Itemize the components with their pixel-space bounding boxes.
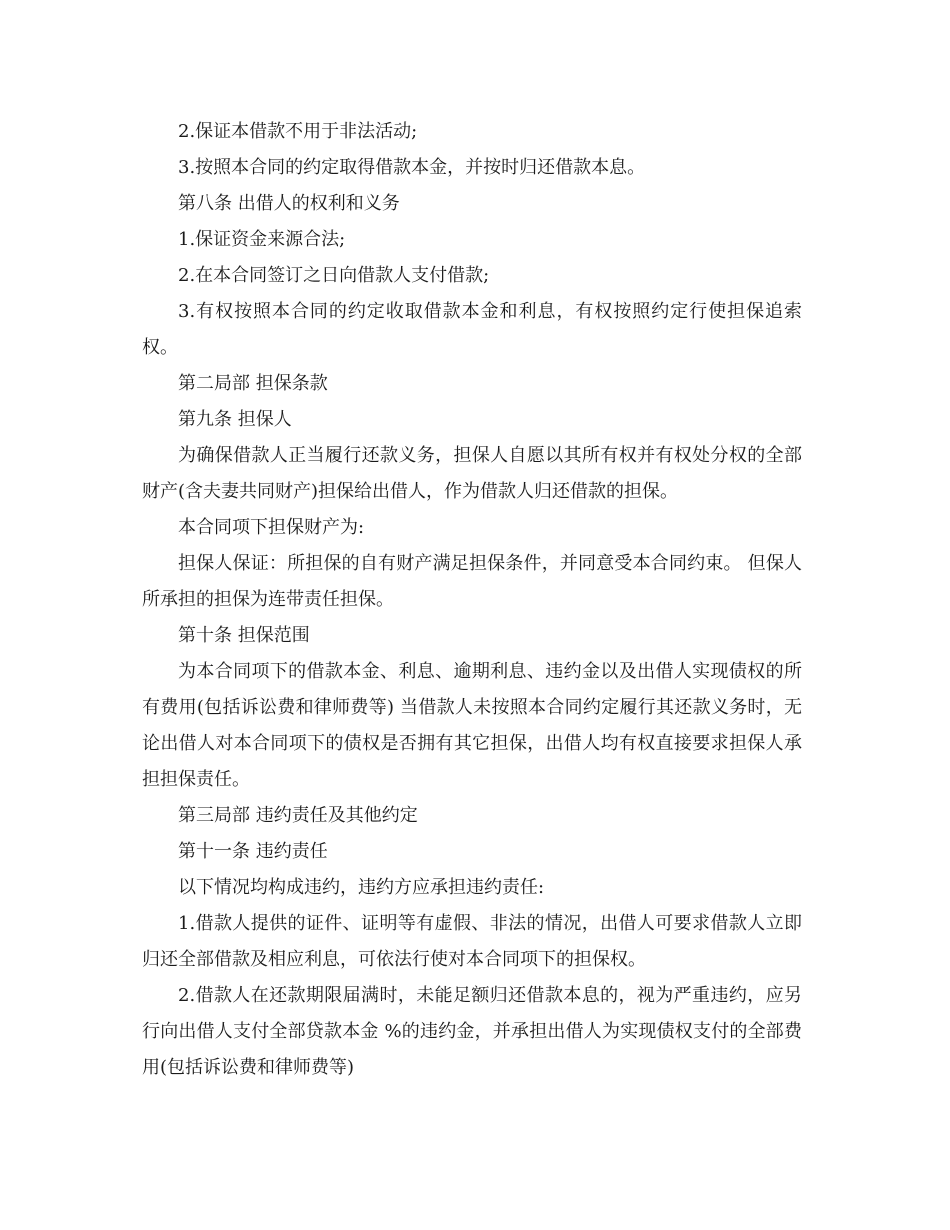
paragraph: 为确保借款人正当履行还款义务，担保人自愿以其所有权并有权处分权的全部财产(含夫妻共同财产)担保给出借人，作为借款人归还借款的担保。 bbox=[142, 445, 802, 502]
paragraph: 2.在本合同签订之日向借款人支付借款; bbox=[178, 265, 490, 286]
section-heading: 第三局部 违约责任及其他约定 bbox=[178, 805, 418, 826]
section-heading: 第二局部 担保条款 bbox=[178, 373, 328, 394]
paragraph: 3.按照本合同的约定取得借款本金，并按时归还借款本息。 bbox=[178, 157, 646, 178]
paragraph: 1.保证资金来源合法; bbox=[178, 229, 346, 250]
paragraph: 3.有权按照本合同的约定收取借款本金和利息，有权按照约定行使担保追索权。 bbox=[142, 301, 802, 358]
document-body bbox=[142, 114, 802, 1086]
paragraph: 2.保证本借款不用于非法活动; bbox=[178, 121, 418, 142]
paragraph: 2.借款人在还款期限届满时，未能足额归还借款本息的，视为严重违约，应另行向出借人支付全部贷款本金 %的违约金，并承担出借人为实现债权支付的全部费用(包括诉讼费和律师费等) bbox=[142, 985, 802, 1078]
article-heading: 第十一条 违约责任 bbox=[178, 841, 328, 862]
article-heading: 第九条 担保人 bbox=[178, 409, 292, 430]
article-heading: 第十条 担保范围 bbox=[178, 625, 310, 646]
paragraph: 担保人保证：所担保的自有财产满足担保条件，并同意受本合同约束。 但保人所承担的担保为连带责任担保。 bbox=[142, 553, 802, 610]
paragraph: 本合同项下担保财产为: bbox=[178, 517, 365, 538]
article-heading: 第八条 出借人的权利和义务 bbox=[178, 193, 400, 214]
paragraph: 以下情况均构成违约，违约方应承担违约责任: bbox=[178, 877, 545, 898]
paragraph: 1.借款人提供的证件、证明等有虚假、非法的情况，出借人可要求借款人立即归还全部借款及相应利息，可依法行使对本合同项下的担保权。 bbox=[142, 913, 802, 970]
paragraph: 为本合同项下的借款本金、利息、逾期利息、违约金以及出借人实现债权的所有费用(包括诉讼费和律师费等) 当借款人未按照本合同约定履行其还款义务时，无论出借人对本合同项下的债权是否拥有其它担保，出借人均有权直接要求担保人承担担保责任。 bbox=[142, 661, 802, 790]
